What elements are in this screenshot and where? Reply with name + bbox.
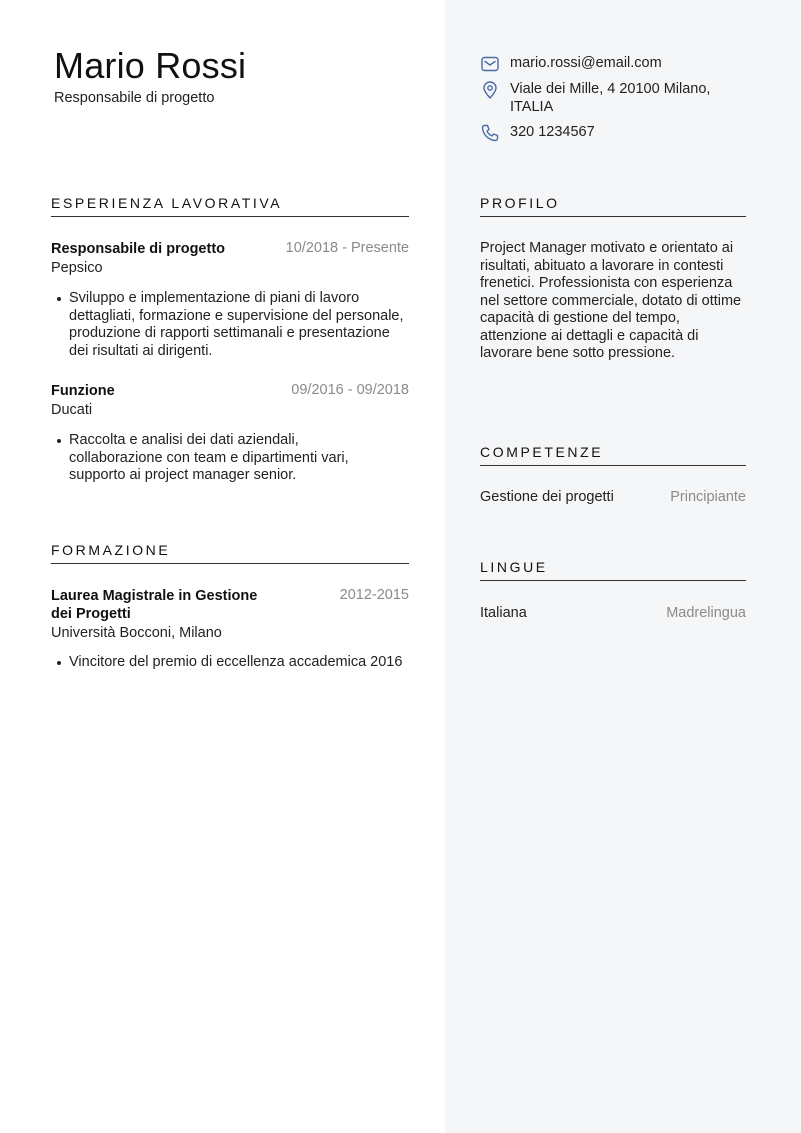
experience-divider <box>51 216 409 217</box>
bullet-dot <box>57 439 61 443</box>
contact-address: Viale dei Mille, 4 20100 Milano, ITALIA <box>510 81 711 115</box>
languages-divider <box>480 580 746 581</box>
contact-email-row[interactable] <box>480 54 745 72</box>
skill-level: Principiante <box>670 489 746 505</box>
bullet-dot <box>57 661 61 665</box>
experience-company: Ducati <box>51 402 93 418</box>
contact-email[interactable]: mario.rossi@email.com <box>510 55 662 71</box>
education-school: Università Bocconi, Milano <box>51 625 222 641</box>
candidate-role: Responsabile di progetto <box>54 90 215 106</box>
candidate-name: Mario Rossi <box>54 45 247 86</box>
education-bullet <box>69 654 404 672</box>
education-section-title: FORMAZIONE <box>51 542 171 558</box>
experience-bullet-text: Sviluppo e implementazione di piani di lavoro dettagliati, formazione e supervisione del personale, produzione di rapporti settimanali e presentazione dei risultati ai dirigenti. <box>69 290 404 359</box>
contact-phone[interactable]: 320 1234567 <box>510 124 595 140</box>
skill-name: Gestione dei progetti <box>480 489 614 505</box>
language-level: Madrelingua <box>666 605 746 621</box>
experience-company: Pepsico <box>51 260 103 276</box>
experience-dates: 09/2016 - 09/2018 <box>291 382 409 398</box>
phone-icon <box>480 123 500 143</box>
education-dates: 2012-2015 <box>339 587 409 603</box>
experience-bullet <box>69 290 404 360</box>
profile-section-title: PROFILO <box>480 195 560 211</box>
contact-phone-row[interactable] <box>480 123 745 141</box>
location-pin-icon <box>480 80 500 100</box>
education-bullet-text: Vincitore del premio di eccellenza accademica 2016 <box>69 654 403 670</box>
experience-bullet <box>69 432 389 485</box>
experience-position: Funzione <box>51 383 115 399</box>
skills-divider <box>480 465 746 466</box>
skills-section-title: COMPETENZE <box>480 444 604 460</box>
education-divider <box>51 563 409 564</box>
experience-position: Responsabile di progetto <box>51 241 226 257</box>
education-degree: Laurea Magistrale in Gestione dei Progetti <box>51 588 258 622</box>
languages-section-title: LINGUE <box>480 559 548 575</box>
contact-address-row <box>480 80 745 116</box>
experience-section-title: ESPERIENZA LAVORATIVA <box>51 195 283 211</box>
mail-icon <box>480 54 500 74</box>
profile-summary: Project Manager motivato e orientato ai risultati, abituato a lavorare in contesti frenetici. Professionista con esperienza nel settore commerciale, dotato di ottime capacità di gestione del tempo, attenzione ai dettagli e capacità di lavorare bene sotto pressione. <box>480 240 742 361</box>
bullet-dot <box>57 297 61 301</box>
experience-dates: 10/2018 - Presente <box>285 240 409 256</box>
experience-bullet-text: Raccolta e analisi dei dati aziendali, collaborazione con team e dipartimenti vari, supporto ai project manager senior. <box>69 432 349 483</box>
language-name: Italiana <box>480 605 527 621</box>
profile-divider <box>480 216 746 217</box>
